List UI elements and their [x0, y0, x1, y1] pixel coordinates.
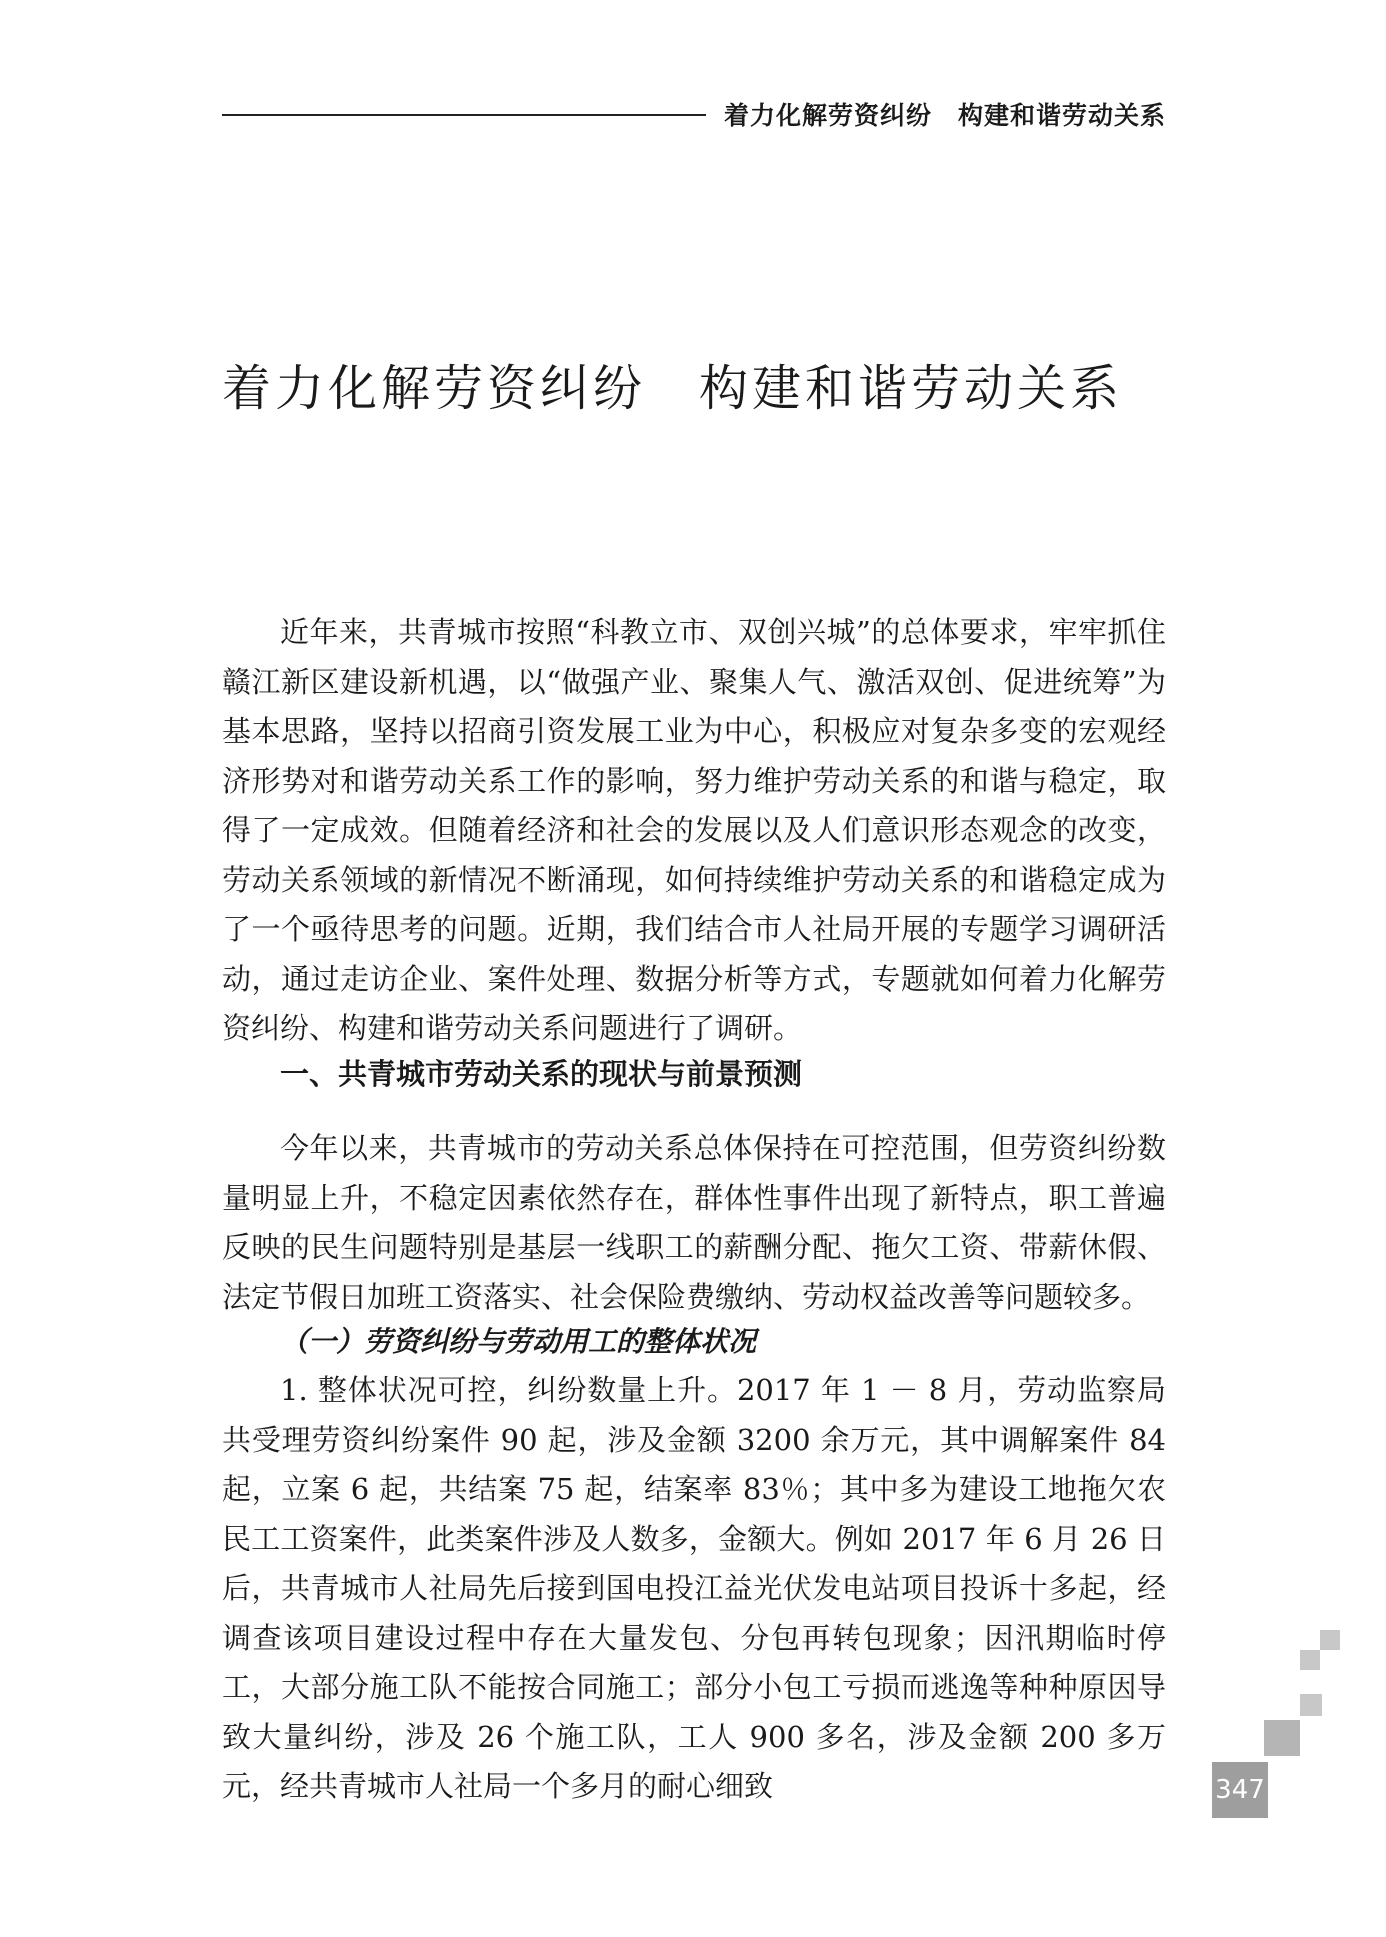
section-body — [222, 1124, 1166, 1322]
item-section — [222, 1366, 1166, 1812]
decorative-square — [1300, 1694, 1322, 1716]
decorative-square — [1300, 1650, 1320, 1670]
section-heading: 一、共青城市劳动关系的现状与前景预测 — [280, 1057, 803, 1091]
running-header-text: 着力化解劳资纠纷 构建和谐劳动关系 — [723, 101, 1166, 130]
section-paragraph: 今年以来，共青城市的劳动关系总体保持在可控范围，但劳资纠纷数量明显上升，不稳定因素依然存在，群体性事件出现了新特点，职工普遍反映的民生问题特别是基层一线职工的薪酬分配、拖欠工资、带薪休假、法定节假日加班工资落实、社会保险费缴纳、劳动权益改善等问题较多。 — [222, 1131, 1166, 1314]
decorative-square — [1264, 1720, 1300, 1756]
header-rule — [222, 114, 706, 116]
item-paragraph: 1. 整体状况可控，纠纷数量上升。2017 年 1 － 8 月，劳动监察局共受理劳资纠纷案件 90 起，涉及金额 3200 余万元，其中调解案件 84 起，立案 6 起，共结案 75 起，结案率 83％；其中多为建设工地拖欠农民工工资案件，此类案件涉及人数多，金额大。例如 2017 年 6 月 26 日后，共青城市人社局先后接到国电投江益光伏发电站项目投诉十多起，经调查该项目建设过程中存在大量发包、分包再转包现象；因汛期临时停工，大部分施工队不能按合同施工；部分小包工亏损而逃逸等种种原因导致大量纠纷，涉及 26 个施工队，工人 900 多名，涉及金额 200 多万元，经共青城市人社局一个多月的耐心细致 — [222, 1373, 1166, 1803]
sub-heading: （一）劳资纠纷与劳动用工的整体状况 — [280, 1325, 757, 1358]
intro-section — [222, 608, 1166, 1054]
running-header — [222, 96, 1166, 136]
intro-paragraph: 近年来，共青城市按照“科教立市、双创兴城”的总体要求，牢牢抓住赣江新区建设新机遇，以“做强产业、聚集人气、激活双创、促进统筹”为基本思路，坚持以招商引资发展工业为中心，积极应对复杂多变的宏观经济形势对和谐劳动关系工作的影响，努力维护劳动关系的和谐与稳定，取得了一定成效。但随着经济和社会的发展以及人们意识形态观念的改变，劳动关系领域的新情况不断涌现，如何持续维护劳动关系的和谐稳定成为了一个亟待思考的问题。近期，我们结合市人社局开展的专题学习调研活动，通过走访企业、案件处理、数据分析等方式，专题就如何着力化解劳资纠纷、构建和谐劳动关系问题进行了调研。 — [222, 615, 1166, 1045]
decorative-square — [1320, 1630, 1340, 1650]
article-title: 着力化解劳资纠纷 构建和谐劳动关系 — [222, 360, 1124, 417]
page-number: 347 — [1212, 1762, 1268, 1818]
